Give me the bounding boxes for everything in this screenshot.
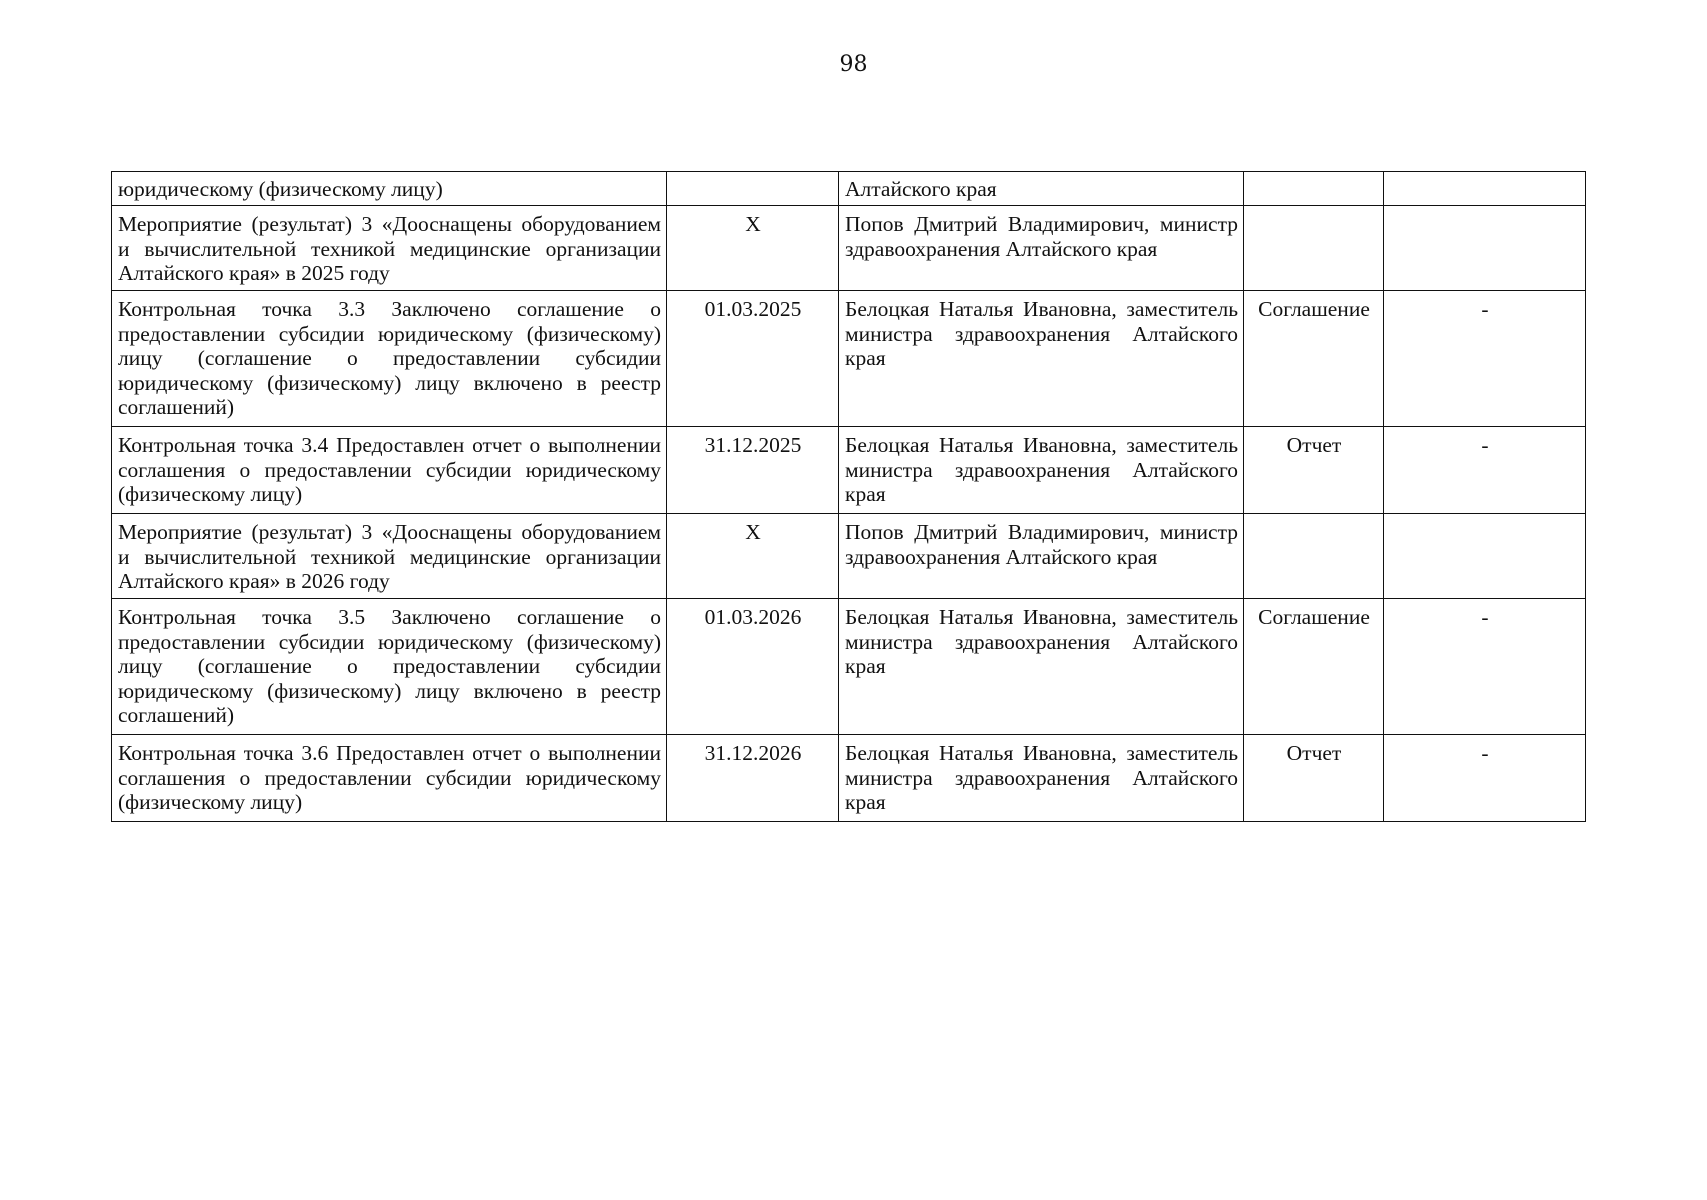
responsible-cell: Белоцкая Наталья Ивановна, заместитель министра здравоохранения Алтайского края bbox=[839, 735, 1244, 822]
table-row bbox=[112, 291, 1586, 427]
note-cell bbox=[1384, 172, 1586, 206]
table-row bbox=[112, 172, 1586, 206]
page-number: 98 bbox=[839, 52, 868, 77]
responsible-cell: Попов Дмитрий Владимирович, министр здравоохранения Алтайского края bbox=[839, 514, 1244, 599]
responsible-cell: Алтайского края bbox=[839, 172, 1244, 206]
date-cell bbox=[667, 172, 839, 206]
event-cell: Контрольная точка 3.4 Предоставлен отчет о выполнении соглашения о предоставлении субсидии юридическому (физическому лицу) bbox=[112, 427, 667, 514]
note-cell: - bbox=[1384, 427, 1586, 514]
responsible-cell: Попов Дмитрий Владимирович, министр здравоохранения Алтайского края bbox=[839, 206, 1244, 291]
date-cell: 01.03.2025 bbox=[667, 291, 839, 427]
note-cell: - bbox=[1384, 735, 1586, 822]
date-cell: X bbox=[667, 206, 839, 291]
responsible-cell: Белоцкая Наталья Ивановна, заместитель министра здравоохранения Алтайского края bbox=[839, 427, 1244, 514]
table-row bbox=[112, 514, 1586, 599]
event-cell: Мероприятие (результат) 3 «Дооснащены оборудованием и вычислительной техникой медицинские организации Алтайского края» в 2026 году bbox=[112, 514, 667, 599]
document-cell: Соглашение bbox=[1244, 291, 1384, 427]
note-cell bbox=[1384, 514, 1586, 599]
table-row bbox=[112, 206, 1586, 291]
note-cell: - bbox=[1384, 291, 1586, 427]
event-cell: юридическому (физическому лицу) bbox=[112, 172, 667, 206]
event-cell: Мероприятие (результат) 3 «Дооснащены оборудованием и вычислительной техникой медицинские организации Алтайского края» в 2025 году bbox=[112, 206, 667, 291]
event-cell: Контрольная точка 3.3 Заключено соглашение о предоставлении субсидии юридическому (физическому) лицу (соглашение о предоставлении субсидии юридическому (физическому) лицу включено в реестр соглашений) bbox=[112, 291, 667, 427]
date-cell: 01.03.2026 bbox=[667, 599, 839, 735]
table-row bbox=[112, 735, 1586, 822]
table-row bbox=[112, 427, 1586, 514]
table-row bbox=[112, 599, 1586, 735]
document-cell: Отчет bbox=[1244, 735, 1384, 822]
date-cell: 31.12.2025 bbox=[667, 427, 839, 514]
document-cell: Соглашение bbox=[1244, 599, 1384, 735]
responsible-cell: Белоцкая Наталья Ивановна, заместитель министра здравоохранения Алтайского края bbox=[839, 599, 1244, 735]
document-cell bbox=[1244, 206, 1384, 291]
event-cell: Контрольная точка 3.6 Предоставлен отчет о выполнении соглашения о предоставлении субсидии юридическому (физическому лицу) bbox=[112, 735, 667, 822]
control-points-table bbox=[111, 171, 1586, 822]
date-cell: 31.12.2026 bbox=[667, 735, 839, 822]
note-cell bbox=[1384, 206, 1586, 291]
document-cell bbox=[1244, 514, 1384, 599]
date-cell: X bbox=[667, 514, 839, 599]
note-cell: - bbox=[1384, 599, 1586, 735]
document-cell: Отчет bbox=[1244, 427, 1384, 514]
document-cell bbox=[1244, 172, 1384, 206]
event-cell: Контрольная точка 3.5 Заключено соглашение о предоставлении субсидии юридическому (физическому) лицу (соглашение о предоставлении субсидии юридическому (физическому) лицу включено в реестр соглашений) bbox=[112, 599, 667, 735]
responsible-cell: Белоцкая Наталья Ивановна, заместитель министра здравоохранения Алтайского края bbox=[839, 291, 1244, 427]
